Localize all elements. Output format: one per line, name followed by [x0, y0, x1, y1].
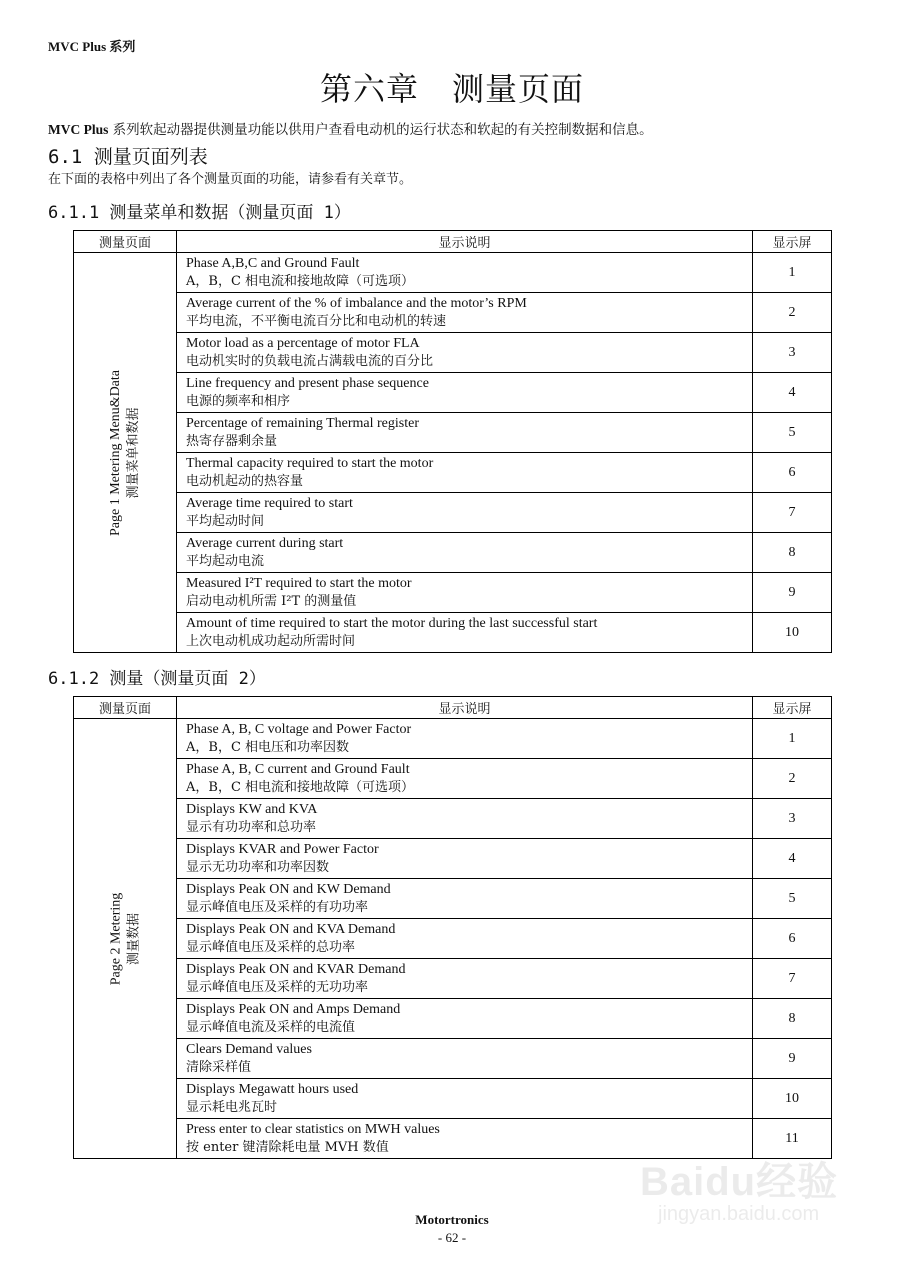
description-zh: 热寄存器剩余量: [186, 433, 278, 449]
description-zh: A，B，C 相电流和接地故障（可选项）: [186, 273, 415, 289]
description-cell: [177, 919, 753, 959]
screen-number-cell: 7: [753, 493, 832, 533]
col-header-page: 测量页面: [74, 697, 177, 719]
description-cell: [177, 839, 753, 879]
watermark-url: jingyan.baidu.com: [658, 1203, 820, 1225]
screen-number-cell: 5: [753, 413, 832, 453]
description-zh: 电动机实时的负载电流占满载电流的百分比: [186, 353, 434, 369]
section-6-1-desc: 在下面的表格中列出了各个测量页面的功能，请参看有关章节。: [48, 172, 413, 187]
description-en: Displays KVAR and Power Factor: [186, 841, 379, 857]
table-row: [74, 293, 832, 333]
screen-number-cell: 4: [753, 373, 832, 413]
description-en: Displays Megawatt hours used: [186, 1081, 359, 1097]
description-zh: A，B，C 相电流和接地故障（可选项）: [186, 779, 415, 795]
description-en: Percentage of remaining Thermal register: [186, 415, 419, 431]
screen-number-cell: 5: [753, 879, 832, 919]
description-en: Average time required to start: [186, 495, 353, 511]
description-cell: [177, 293, 753, 333]
table-header-row: [74, 231, 832, 253]
description-zh: 平均起动时间: [186, 513, 265, 529]
screen-number-cell: 1: [753, 719, 832, 759]
description-cell: [177, 613, 753, 653]
description-zh: 显示耗电兆瓦时: [186, 1099, 278, 1115]
description-cell: [177, 533, 753, 573]
series-header: MVC Plus 系列: [48, 39, 136, 54]
table-row: [74, 493, 832, 533]
description-cell: [177, 413, 753, 453]
screen-number-cell: 9: [753, 1039, 832, 1079]
description-cell: [177, 799, 753, 839]
description-en: Line frequency and present phase sequence: [186, 375, 429, 391]
description-zh: 平均电流，不平衡电流百分比和电动机的转速: [186, 313, 447, 329]
description-zh: 显示无功功率和功率因数: [186, 859, 330, 875]
table-row: [74, 253, 832, 293]
description-en: Displays KW and KVA: [186, 801, 318, 817]
description-cell: [177, 373, 753, 413]
screen-number-cell: 1: [753, 253, 832, 293]
description-zh: 清除采样值: [186, 1059, 252, 1075]
description-en: Displays Peak ON and KVAR Demand: [186, 961, 406, 977]
description-cell: [177, 333, 753, 373]
description-zh: 电动机起动的热容量: [186, 473, 304, 489]
description-en: Clears Demand values: [186, 1041, 312, 1057]
table-row: [74, 759, 832, 799]
page-label-cell: [74, 253, 177, 653]
section-6-1-2-title: 6.1.2 测量（测量页面 2）: [48, 669, 266, 689]
table-row: [74, 719, 832, 759]
description-cell: [177, 759, 753, 799]
screen-number-cell: 8: [753, 999, 832, 1039]
screen-number-cell: 3: [753, 799, 832, 839]
screen-number-cell: 2: [753, 293, 832, 333]
metering-page-1-table: [73, 230, 832, 653]
description-en: Thermal capacity required to start the motor: [186, 455, 434, 471]
col-header-page: 测量页面: [74, 231, 177, 253]
description-zh: 按 enter 键清除耗电量 MVH 数值: [186, 1139, 389, 1155]
col-header-screen: 显示屏: [753, 697, 832, 719]
description-cell: [177, 253, 753, 293]
metering-page-2-table: [73, 696, 832, 1159]
description-zh: 上次电动机成功起动所需时间: [186, 633, 356, 649]
table-row: [74, 839, 832, 879]
table-row: [74, 373, 832, 413]
intro-text: 系列软起动器提供测量功能以供用户查看电动机的运行状态和软起的有关控制数据和信息。: [108, 122, 653, 138]
section-6-1-title: 6.1 测量页面列表: [48, 146, 208, 168]
description-cell: [177, 453, 753, 493]
description-zh: 显示峰值电压及采样的有功功率: [186, 899, 369, 915]
description-en: Displays Peak ON and KVA Demand: [186, 921, 396, 937]
page-number: - 62 -: [437, 1230, 467, 1245]
table-row: [74, 999, 832, 1039]
table-row: [74, 879, 832, 919]
screen-number-cell: 6: [753, 919, 832, 959]
footer-brand: Motortronics: [415, 1212, 489, 1227]
page-label-zh: 测量数据: [126, 912, 141, 965]
watermark-logo-text: Baidu经验: [640, 1160, 839, 1204]
description-en: Amount of time required to start the motor during the last successful start: [186, 615, 598, 631]
description-cell: [177, 959, 753, 999]
table-row: [74, 1039, 832, 1079]
description-cell: [177, 999, 753, 1039]
description-zh: A，B，C 相电压和功率因数: [186, 739, 350, 755]
description-en: Displays Peak ON and KW Demand: [186, 881, 391, 897]
table-row: [74, 1079, 832, 1119]
description-en: Phase A, B, C voltage and Power Factor: [186, 721, 412, 737]
description-en: Displays Peak ON and Amps Demand: [186, 1001, 401, 1017]
table-row: [74, 799, 832, 839]
col-header-screen: 显示屏: [753, 231, 832, 253]
description-cell: [177, 879, 753, 919]
description-cell: [177, 1079, 753, 1119]
description-cell: [177, 573, 753, 613]
intro-brand: MVC Plus: [48, 122, 109, 137]
table-row: [74, 919, 832, 959]
description-cell: [177, 719, 753, 759]
screen-number-cell: 8: [753, 533, 832, 573]
screen-number-cell: 4: [753, 839, 832, 879]
screen-number-cell: 3: [753, 333, 832, 373]
table-row: [74, 573, 832, 613]
screen-number-cell: 11: [753, 1119, 832, 1159]
chapter-title: 第六章 测量页面: [319, 70, 584, 108]
screen-number-cell: 7: [753, 959, 832, 999]
col-header-desc: 显示说明: [177, 697, 753, 719]
description-zh: 电源的频率和相序: [186, 393, 291, 409]
description-en: Press enter to clear statistics on MWH values: [186, 1121, 440, 1137]
description-en: Phase A, B, C current and Ground Fault: [186, 761, 410, 777]
screen-number-cell: 6: [753, 453, 832, 493]
screen-number-cell: 9: [753, 573, 832, 613]
description-en: Motor load as a percentage of motor FLA: [186, 335, 420, 351]
description-zh: 显示峰值电压及采样的总功率: [186, 939, 356, 955]
description-cell: [177, 1039, 753, 1079]
table-row: [74, 333, 832, 373]
description-en: Average current of the % of imbalance and the motor’s RPM: [186, 295, 527, 311]
page-label-en: Page 1 Metering Menu&Data: [108, 369, 124, 536]
page-label-en: Page 2 Metering: [108, 892, 123, 985]
description-zh: 平均起动电流: [186, 553, 265, 569]
description-zh: 显示峰值电流及采样的电流值: [186, 1019, 356, 1035]
description-en: Phase A,B,C and Ground Fault: [186, 255, 360, 271]
description-zh: 显示峰值电压及采样的无功功率: [186, 979, 369, 995]
table-row: [74, 613, 832, 653]
screen-number-cell: 10: [753, 613, 832, 653]
table-row: [74, 533, 832, 573]
description-cell: [177, 493, 753, 533]
table-row: [74, 413, 832, 453]
table-row: [74, 959, 832, 999]
screen-number-cell: 2: [753, 759, 832, 799]
intro-paragraph: [48, 118, 653, 138]
col-header-desc: 显示说明: [177, 231, 753, 253]
description-en: Measured I²T required to start the motor: [186, 575, 412, 591]
page-label-cell: [74, 719, 177, 1159]
section-6-1-1-title: 6.1.1 测量菜单和数据（测量页面 1）: [48, 203, 351, 223]
table-header-row: [74, 697, 832, 719]
description-zh: 显示有功功率和总功率: [186, 819, 317, 835]
table-row: [74, 453, 832, 493]
page-label-zh: 测量菜单和数据: [126, 406, 142, 499]
description-en: Average current during start: [186, 535, 344, 551]
description-zh: 启动电动机所需 I²T 的测量值: [186, 593, 357, 609]
screen-number-cell: 10: [753, 1079, 832, 1119]
